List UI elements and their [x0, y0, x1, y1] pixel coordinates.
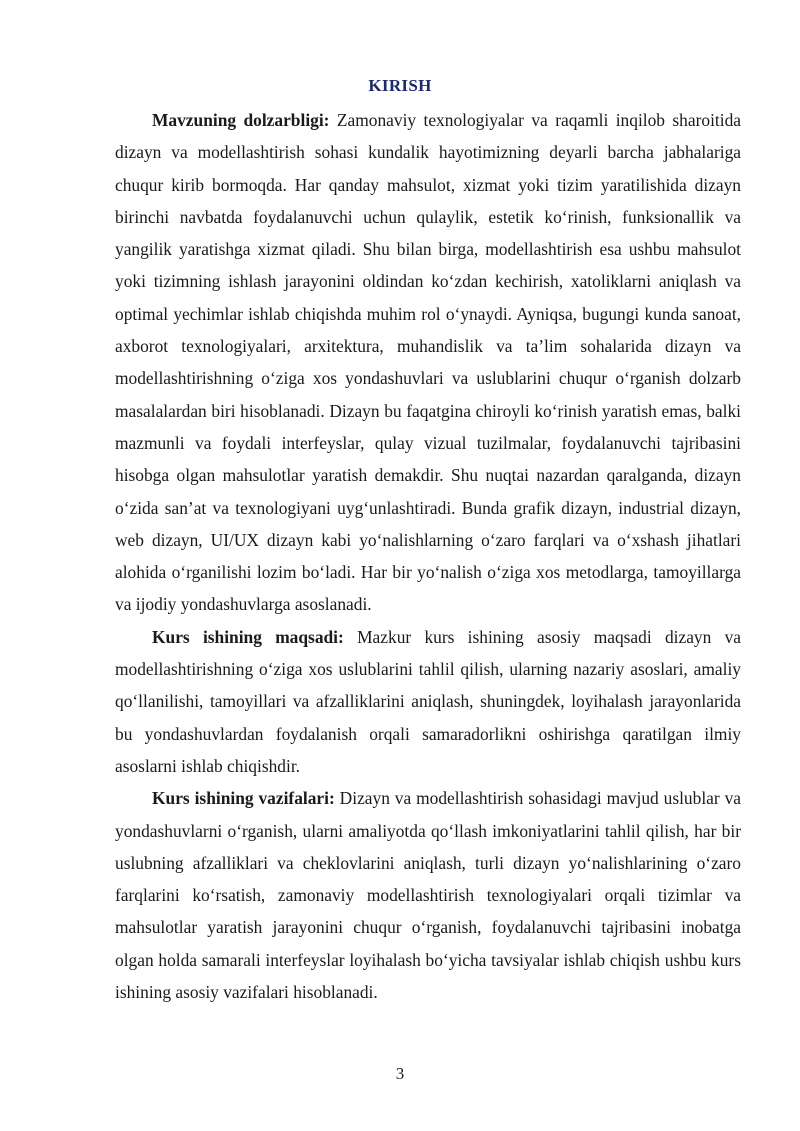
paragraph-lead: Mavzuning dolzarbligi:: [152, 110, 330, 130]
paragraph-text: Zamonaviy texnologiyalar va raqamli inqilob sharoitida dizayn va modellashtirish sohasi kundalik hayotimizning deyarli barcha jabhalariga chuqur kirib bormoqda. Har qanday mahsulot, xizmat yoki tizim yaratilishida dizayn birinchi navbatda foydalanuvchi uchun qulaylik, estetik ko‘rinish, funksionallik va yangilik yaratishga xizmat qiladi. Shu bilan birga, modellashtirish esa ushbu mahsulot yoki tizimning ishlash jarayonini oldindan ko‘zdan kechirish, xatoliklarni aniqlash va optimal yechimlar ishlab chiqishda muhim rol o‘ynaydi. Ayniqsa, bugungi kunda sanoat, axborot texnologiyalari, arxitektura, muhandislik va ta’lim sohalarida dizayn va modellashtirishning o‘ziga xos yondashuvlari va uslublarini chuqur o‘rganish dolzarb masalalardan biri hisoblanadi. Dizayn bu faqatgina chiroyli ko‘rinish yaratish emas, balki mazmunli va foydali interfeyslar, qulay vizual tuzilmalar, foydalanuvchi tajribasini hisobga olgan mahsulotlar yaratish demakdir. Shu nuqtai nazardan qaralganda, dizayn o‘zida san’at va texnologiyani uyg‘unlashtiradi. Bunda grafik dizayn, industrial dizayn, web dizayn, UI/UX dizayn kabi yo‘nalishlarning o‘zaro farqlari va o‘xshash jihatlari alohida o‘rganilishi lozim bo‘ladi. Har bir yo‘nalish o‘ziga xos metodlarga, tamoyillarga va ijodiy yondashuvlarga asoslanadi.: [115, 110, 741, 615]
document-body: [115, 104, 741, 1008]
paragraph-relevance: [115, 104, 741, 621]
paragraph-text: Mazkur kurs ishining asosiy maqsadi dizayn va modellashtirishning o‘ziga xos uslublarini tahlil qilish, ularning nazariy asoslari, amaliy qo‘llanilishi, tamoyillari va afzalliklarini aniqlash, shuningdek, loyihalash jarayonlarida bu yondashuvlardan foydalanish orqali samaradorlikni oshirishga qaratilgan ilmiy asoslarni ishlab chiqishdir.: [115, 626, 741, 776]
section-title: KIRISH: [368, 76, 432, 95]
paragraph-tasks: [115, 782, 741, 1008]
paragraph-text: Dizayn va modellashtirish sohasidagi mavjud uslublar va yondashuvlarni o‘rganish, ularni amaliyotda qo‘llash imkoniyatlarini tahlil qilish, har bir uslubning afzalliklari va cheklovlarini aniqlash, turli dizayn yo‘nalishlarining o‘zaro farqlarini ko‘rsatish, zamonaviy modellashtirish texnologiyalari orqali tizimlar va mahsulotlar yaratish jarayonini chuqur o‘rganish, foydalanuvchi tajribasini inobatga olgan holda samarali interfeyslar loyihalash bo‘yicha tavsiyalar ishlab chiqish ushbu kurs ishining asosiy vazifalari hisoblanadi.: [115, 788, 741, 1003]
paragraph-goal: [115, 621, 741, 782]
paragraph-lead: Kurs ishining vazifalari:: [152, 788, 335, 809]
page-number: 3: [395, 1064, 405, 1083]
paragraph-lead: Kurs ishining maqsadi:: [152, 626, 344, 647]
